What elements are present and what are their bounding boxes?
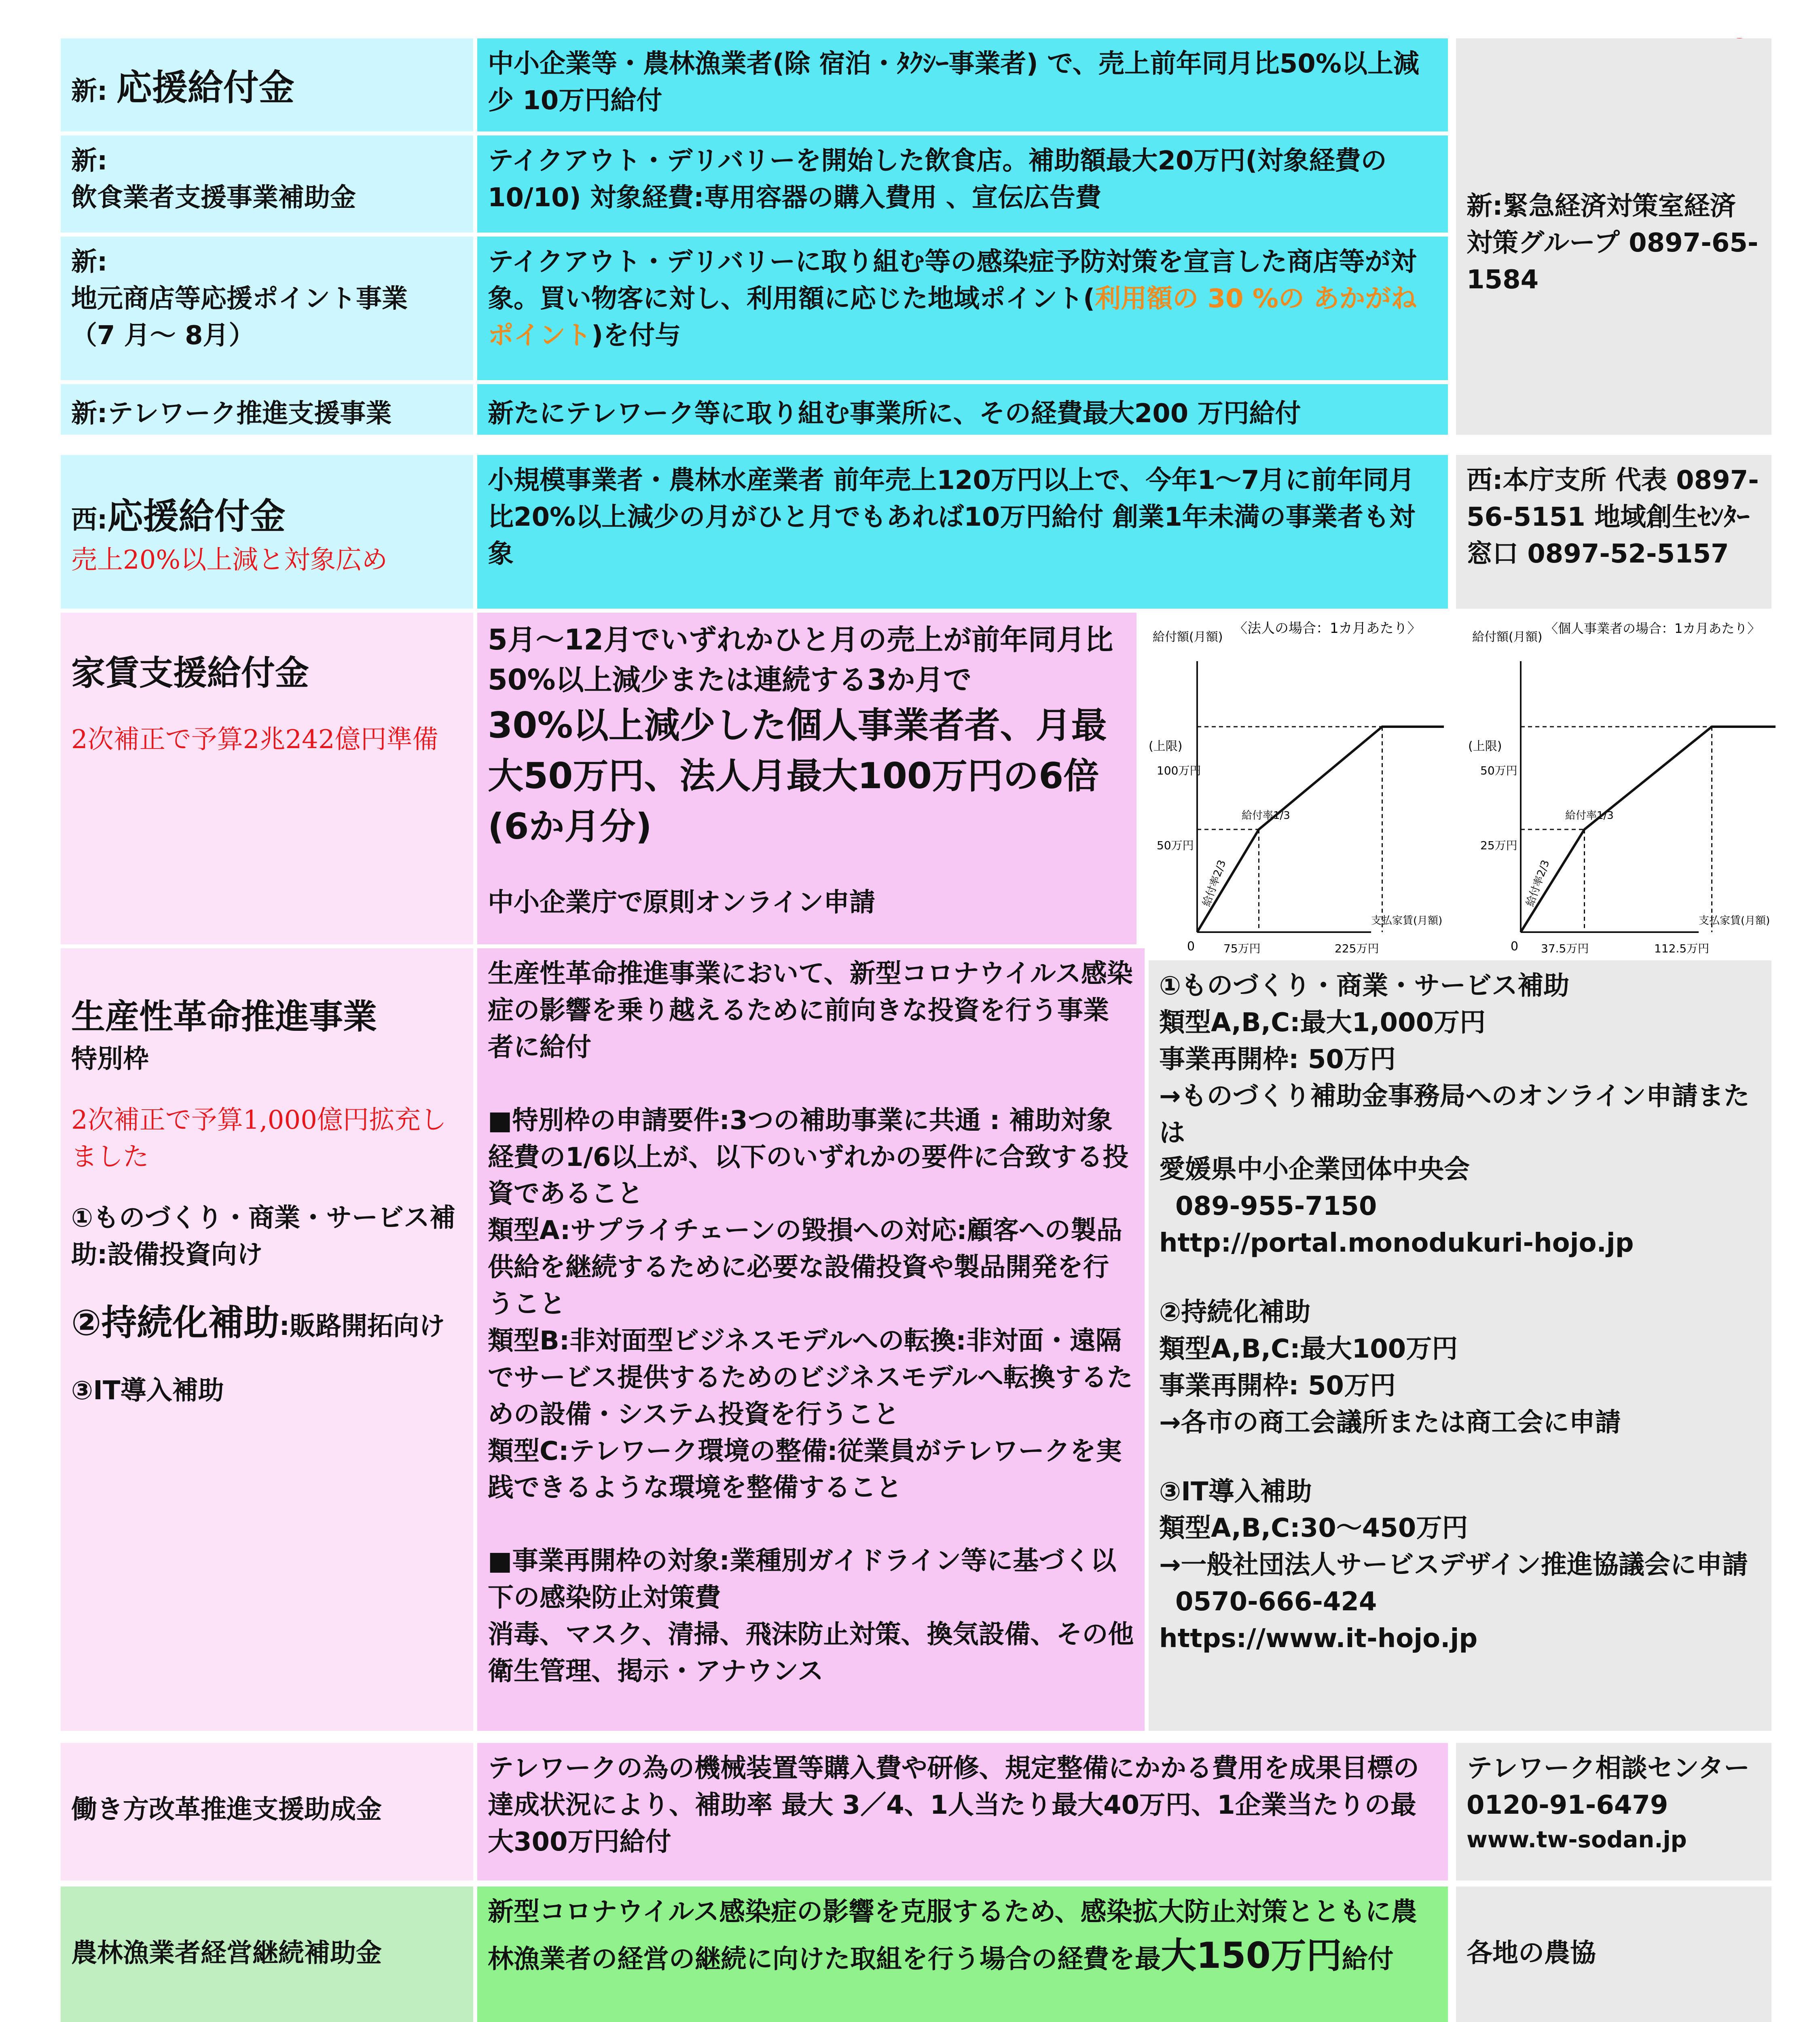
label-ouen-shin [61,38,473,131]
label-title: 応援給付金 [116,67,294,108]
contact-2c: 事業再開枠: 50万円 [1159,1371,1396,1401]
chart-xtick-1: 37.5万円 [1541,942,1589,955]
content-p6: ■事業再開枠の対象:業種別ガイドライン等に基づく以下の感染防止対策費 [488,1546,1117,1613]
label-title: 家賃支援給付金 [71,653,309,693]
chart-cap-label: (上限) [1468,739,1502,753]
chart-title: 〈法人の場合：1カ月あたり〉 [1234,620,1421,637]
label-seisansei [61,948,473,1731]
content-text-a: 新型コロナウイルス感染症の影響を克服するため、感染拡大防止対策とともに農林漁業者の経営の継続に向けた取組を行う場合の経費を最 [488,1897,1417,1974]
contact-1c: 事業再開枠: 50万円 [1159,1044,1396,1074]
label-item-2-big: ②持続化補助 [71,1301,279,1343]
content-p5: 類型C:テレワーク環境の整備:従業員がテレワークを実践できるような環境を整備すること [488,1436,1122,1503]
contact-1: テレワーク相談センター [1467,1753,1750,1783]
label-title: 生産性革命推進事業 [71,997,377,1036]
chart-line-group [1521,727,1776,932]
content-p1: 生産性革命推進事業において、新型コロナウイルス感染症の影響を乗り越えるために前向きな投資を行う事業者に給付 [488,959,1133,1062]
content-norin [477,1887,1448,2022]
contact-1g: http://portal.monodukuri-hojo.jp [1159,1228,1634,1258]
chart-ytick-2: 25万円 [1480,839,1517,852]
chart-seg2-label: 給付率1/3 [1565,810,1614,822]
contact-1e: 愛媛県中小企業団体中央会 [1159,1155,1470,1185]
label-hatarakikata: 働き方改革推進支援助成金 [61,1743,473,1880]
label-note: 2次補正で予算2兆242億円準備 [71,725,438,755]
content-p3: 類型A:サプライチェーンの毀損への対応:顧客への製品供給を継続するために必要な設備投資や製品開発を行うこと [488,1216,1122,1319]
content-big: 30%以上減少した個人事業者者、月最大50万円、法人月最大100万円の6倍(6か月分) [488,704,1107,847]
contact-2a: ②持続化補助 [1159,1297,1311,1327]
chart-line-group [1197,727,1444,932]
contact-seisansei [1149,960,1771,1731]
chart-origin: 0 [1511,939,1519,954]
label-item-1: ①ものづくり・商業・サービス補助:設備投資向け [71,1203,456,1270]
content-p2: ■特別枠の申請要件:3つの補助事業に共通 : 補助対象経費の1/6以上が、以下のいずれかの要件に合致する投資であること [488,1105,1129,1209]
contact-norin: 各地の農協 [1456,1887,1771,2022]
chart-ylabel: 給付額(月額) [1153,630,1223,644]
label-telework-suishin: 新:テレワーク推進支援事業 [61,384,473,435]
content-text-a: 5月～12月でいずれかひと月の売上が前年同月比50%以上減少または連続する3か月で [488,623,1113,697]
contact-1a: ①ものづくり・商業・サービス補助 [1159,971,1570,1001]
chart-xtick-2: 225万円 [1335,942,1379,955]
chart-xtick-2: 112.5万円 [1654,942,1710,955]
content-text-b: 給付 [1342,1944,1394,1974]
label-note: 2次補正で予算1,000億円拡充しました [71,1105,447,1172]
label-prefix: 西: [71,505,108,535]
label-inshoku [61,135,473,233]
label-prefix: 新: [71,76,108,106]
content-seisansei [477,948,1145,1731]
content-orange: 利用額の 30 %の あかがね ポイント [488,283,1417,351]
content-ouen-shin: 中小企業等・農林漁業者(除 宿泊・ﾀｸｼｰ事業者) で、売上前年同月比50%以上減少 10万円給付 [477,38,1448,131]
contact-2d: →各市の商工会議所または商工会に申請 [1159,1407,1621,1438]
label-title: 応援給付金 [107,495,286,537]
contact-3b: 類型A,B,C:30～450万円 [1159,1513,1468,1544]
label-item-3: ③IT導入補助 [71,1375,224,1406]
label-yachin [61,613,473,944]
label-title: 飲食業者支援事業補助金 [71,182,356,213]
chart-ylabel: 給付額(月額) [1472,630,1543,644]
chart-ytick-1: 50万円 [1480,764,1517,777]
contact-1d: →ものづくり補助金事務局へのオンライン申請または [1159,1081,1750,1148]
content-text-a: テイクアウト・デリバリーに取り組む等の感染症予防対策を宣言した商店等が対象。買い物客に対し、利用額に応じた地域ポイント( [488,247,1417,314]
chart-xlabel: 支払家賃(月額) [1699,915,1770,927]
content-hatarakikata: テレワークの為の機械装置等購入費や研修、規定整備にかかる費用を成果目標の達成状況により、補助率 最大 3／4、1人当たり最大40万円、1企業当たりの最大300万円給付 [477,1743,1448,1880]
label-item-2-rest: :販路開拓向け [279,1311,445,1341]
content-point-jigyo [477,237,1448,380]
content-inshoku: テイクアウト・デリバリーを開始した飲食店。補助額最大20万円(対象経費の 10/10) 対象経費:専用容器の購入費用 、宣伝広告費 [477,135,1448,233]
label-period: （7 月～ 8月） [71,320,255,351]
content-text-b: )を付与 [591,320,681,351]
chart-xlabel: 支払家賃(月額) [1371,915,1443,927]
label-point-jigyo [61,237,473,380]
label-norin: 農林漁業者経営継続補助金 [61,1887,473,2022]
chart-seg2-label: 給付率1/3 [1242,810,1290,822]
contact-1f: 089-955-7150 [1175,1191,1377,1222]
content-big: 大150万円 [1161,1934,1342,1976]
chart-seg1-label: 給付率2/3 [1524,858,1552,908]
label-ouen-nishi [61,455,473,609]
chart-xtick-1: 75万円 [1223,942,1261,955]
rent-chart-corporate [1145,613,1460,960]
contact-nishi: 西:本庁支所 代表 0897-56-5151 地域創生ｾﾝﾀｰ窓口 0897-52-5157 [1456,455,1771,609]
chart-ytick-2: 50万円 [1157,839,1194,852]
content-p4: 類型B:非対面型ビジネスモデルへの転換:非対面・遠隔でサービス提供するためのビジネスモデルへ転換するための設備・システム投資を行うこと [488,1326,1133,1430]
label-title: 地元商店等応援ポイント事業 [71,283,408,314]
contact-1b: 類型A,B,C:最大1,000万円 [1159,1007,1486,1038]
label-prefix: 新: [71,146,108,176]
contact-3: www.tw-sodan.jp [1467,1826,1687,1853]
contact-3d: 0570-666-424 [1175,1587,1377,1617]
content-p7: 消毒、マスク、清掃、飛沫防止対策、換気設備、その他衛生管理、掲示・アナウンス [488,1620,1134,1686]
contact-shin: 新:緊急経済対策室経済対策グループ 0897-65-1584 [1456,38,1771,435]
content-yachin [477,613,1136,944]
label-prefix: 新: [71,247,108,277]
contact-3c: →一般社団法人サービスデザイン推進協議会に申請 [1159,1550,1748,1580]
contact-2: 0120-91-6479 [1467,1790,1668,1820]
chart-cap-label: (上限) [1149,739,1183,753]
label-note: 売上20%以上減と対象広め [71,545,388,575]
label-sub: 特別枠 [71,1044,149,1074]
contact-3e: https://www.it-hojo.jp [1159,1624,1478,1654]
contact-3a: ③IT導入補助 [1159,1476,1312,1507]
chart-ytick-1: 100万円 [1157,764,1201,777]
chart-seg1-label: 給付率2/3 [1200,858,1229,908]
content-ouen-nishi: 小規模事業者・農林水産業者 前年売上120万円以上で、今年1～7月に前年同月比20%以上減少の月がひと月でもあれば10万円給付 創業1年未満の事業者も対象 [477,455,1448,609]
content-text-c: 中小企業庁で原則オンライン申請 [488,887,876,918]
contact-2b: 類型A,B,C:最大100万円 [1159,1334,1458,1364]
chart-origin: 0 [1187,939,1195,954]
chart-title: 〈個人事業者の場合：1カ月あたり〉 [1545,621,1761,636]
contact-hatarakikata [1456,1743,1771,1880]
content-telework-suishin: 新たにテレワーク等に取り組む事業所に、その経費最大200 万円給付 [477,384,1448,435]
rent-chart-individual [1464,613,1792,960]
